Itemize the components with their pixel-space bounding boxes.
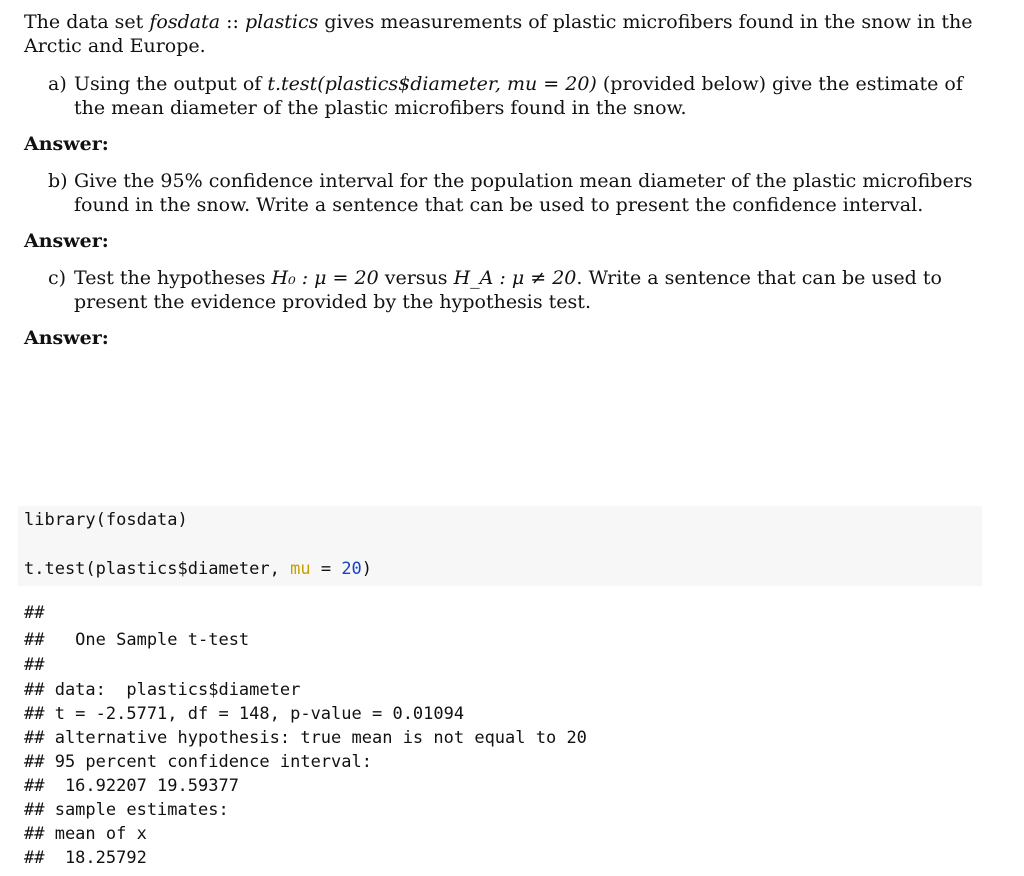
answer-b-label: Answer: [24, 230, 109, 252]
question-c-label: c) [48, 267, 67, 289]
problem-text [24, 10, 984, 350]
answer-a-label: Answer: [24, 133, 109, 155]
closing-paren: ) [361, 559, 373, 579]
question-a-code: t.test(plastics$diameter, mu = 20) [267, 73, 597, 95]
dataset-name: plastics [244, 11, 319, 33]
question-a-text-1: Using the output of [74, 73, 268, 95]
output-line: ## 18.25792 [24, 848, 147, 868]
equals-sign: = [310, 559, 342, 579]
output-line: ## [24, 655, 45, 675]
output-line: ## One Sample t-test [24, 630, 250, 650]
output-line: ## 95 percent confidence interval: [24, 752, 372, 772]
question-c-text-3: . Write a sentence that can be used to present the evidence provided by the hypothesis test. [74, 267, 942, 313]
answer-c-label: Answer: [24, 327, 109, 349]
question-c-text-1: Test the hypotheses [74, 267, 272, 289]
namespace-separator: :: [220, 11, 245, 33]
mu-argument: mu [290, 559, 311, 579]
question-b [48, 169, 984, 217]
intro-text-2: gives measurements of plastic microfibers found in the snow in the Arctic and Europe. [24, 11, 973, 57]
library-call: library(fosdata) [24, 510, 188, 530]
output-line: ## 16.92207 19.59377 [24, 776, 239, 796]
output-line: ## sample estimates: [24, 800, 229, 820]
code-line-ttest [24, 559, 372, 579]
intro-text-1: The data set [24, 11, 150, 33]
alternative-hypothesis: H_A : μ ≠ 20 [453, 267, 577, 289]
output-line: ## mean of x [24, 824, 147, 844]
intro-paragraph [24, 10, 984, 58]
null-hypothesis: H₀ : μ = 20 [271, 267, 379, 289]
output-line: ## [24, 603, 45, 623]
output-line: ## data: plastics$diameter [24, 680, 301, 700]
question-b-text: Give the 95% confidence interval for the population mean diameter of the plastic microfibers found in the snow. Write a sentence that can be used to present the confidence interval. [74, 170, 973, 216]
output-line: ## alternative hypothesis: true mean is not equal to 20 [24, 728, 587, 748]
ttest-call: t.test(plastics$diameter, [24, 559, 291, 579]
question-a [48, 72, 984, 120]
question-b-label: b) [48, 170, 68, 192]
mu-value: 20 [341, 559, 362, 579]
question-a-text-2: (provided below) give the estimate of the mean diameter of the plastic microfibers found in the snow. [74, 73, 963, 119]
dataset-package: fosdata [149, 11, 221, 33]
code-block [18, 506, 982, 586]
question-a-label: a) [48, 73, 67, 95]
question-c-text-2: versus [378, 267, 454, 289]
code-line-library [24, 510, 188, 530]
question-c [48, 266, 984, 314]
output-line: ## t = -2.5771, df = 148, p-value = 0.01094 [24, 704, 465, 724]
